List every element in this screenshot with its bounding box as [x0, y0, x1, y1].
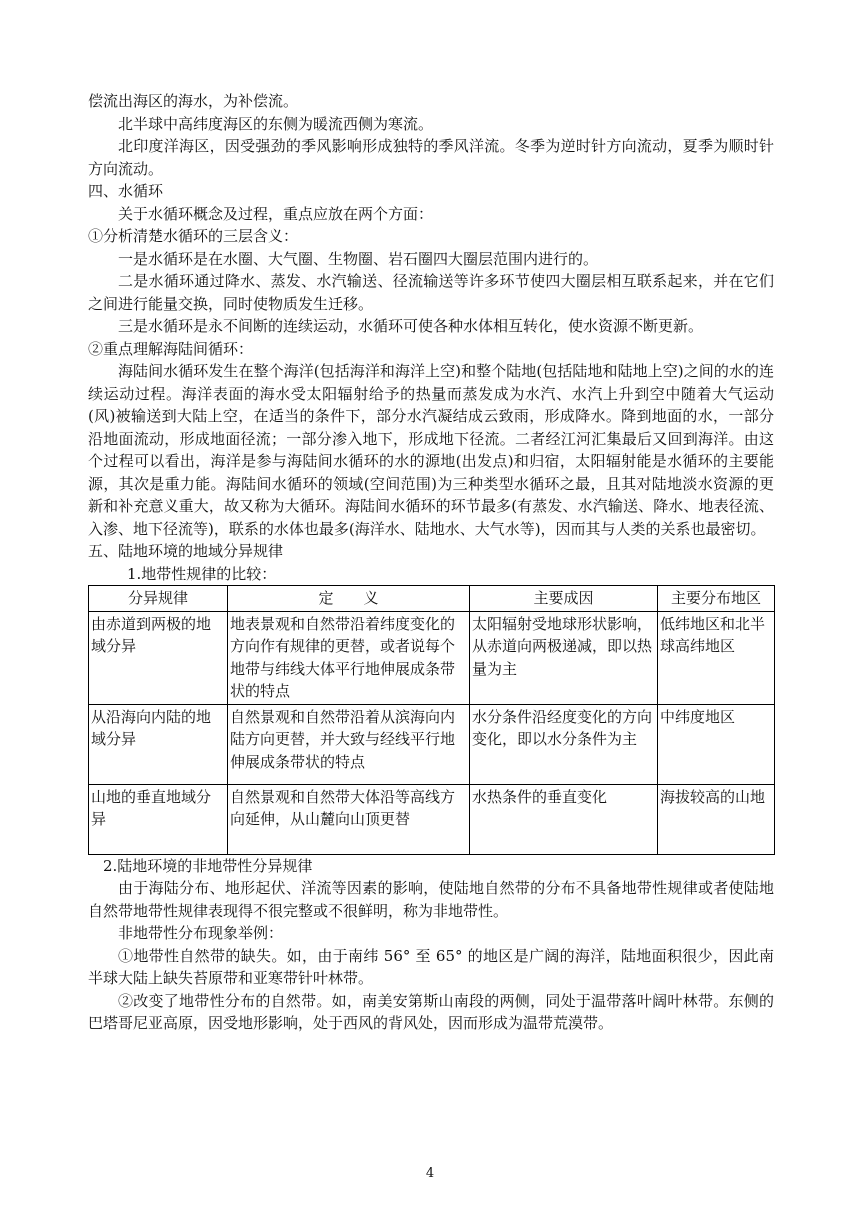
paragraph: 五、陆地环境的地域分异规律 — [88, 542, 284, 560]
page-number: 4 — [425, 1166, 435, 1181]
table-row — [89, 784, 775, 854]
document-body — [88, 90, 774, 1035]
paragraph: 三是水循环是永不间断的连续运动，水循环可使各种水体相互转化，使水资源不断更新。 — [118, 317, 704, 335]
paragraph: ②改变了地带性分布的自然带。如，南美安第斯山南段的两侧，同处于温带落叶阔叶林带。东侧的巴塔哥尼亚高原，因受地形影响，处于西风的背风处，因而形成为温带荒漠带。 — [88, 991, 774, 1032]
table-row — [89, 611, 775, 704]
paragraph: 北印度洋海区，因受强劲的季风影响形成独特的季风洋流。冬季为逆时针方向流动，夏季为顺时针方向流动。 — [88, 137, 774, 178]
paragraph: 1.地带性规律的比较： — [127, 564, 277, 583]
paragraph: ②重点理解海陆间循环： — [88, 339, 254, 358]
table-cell: 由赤道到两极的地域分异 — [89, 611, 228, 704]
paragraph: 二是水循环通过降水、蒸发、水汽输送、径流输送等许多环节使四大圈层相互联系起来，并在它们之间进行能量交换，同时使物质发生迁移。 — [88, 272, 774, 313]
table-cell: 地表景观和自然带沿着纬度变化的方向作有规律的更替，或者说每个地带与纬线大体平行地伸展成条带状的特点 — [228, 611, 470, 704]
table-cell: 从沿海向内陆的地域分异 — [89, 704, 228, 784]
table-cell: 自然景观和自然带沿着从滨海向内陆方向更替，并大致与经线平行地伸展成条带状的特点 — [228, 704, 470, 784]
table-cell: 太阳辐射受地球形状影响，从赤道向两极递减，即以热量为主 — [470, 611, 658, 704]
paragraph: ①地带性自然带的缺失。如，由于南纬 56° 至 65° 的地区是广阔的海洋，陆地面积很少，因此南半球大陆上缺失苔原带和亚寒带针叶林带。 — [88, 946, 774, 987]
table-cell: 海拔较高的山地 — [658, 784, 775, 854]
table-cell: 自然景观和自然带大体沿等高线方向延伸，从山麓向山顶更替 — [228, 784, 470, 854]
paragraph: 关于水循环概念及过程，重点应放在两个方面： — [118, 204, 434, 223]
paragraph: 海陆间水循环发生在整个海洋(包括海洋和海洋上空)和整个陆地(包括陆地和陆地上空)之间的水的连续运动过程。海洋表面的海水受太阳辐射给予的热量而蒸发成为水汽、水汽上升到空中随着大气运动(风)被输送到大陆上空，在适当的条件下，部分水汽凝结成云致雨，形成降水。降到地面的水，一部分沿地面流动，形成地面径流；一部分渗入地下，形成地下径流。二者经江河汇集最后又回到海洋。由这个过程可以看出，海洋是参与海陆间水循环的水的源地(出发点)和归宿，太阳辐射能是水循环的主要能源，其次是重力能。海陆间水循环的领域(空间范围)为三种类型水循环之最，且其对陆地淡水资源的更新和补充意义重大，故又称为大循环。海陆间水循环的环节最多(有蒸发、水汽输送、降水、地表径流、入渗、地下径流等)，联系的水体也最多(海洋水、陆地水、大气水等)，因而其与人类的关系也最密切。 — [88, 362, 774, 538]
table-header-row — [89, 586, 775, 612]
table-cell: 水热条件的垂直变化 — [470, 784, 658, 854]
upper-text-section — [88, 90, 774, 585]
paragraph: 偿流出海区的海水，为补偿流。 — [88, 92, 299, 110]
paragraph: 非地带性分布现象举例： — [118, 924, 284, 942]
lower-text-section — [88, 855, 774, 1035]
paragraph: 由于海陆分布、地形起伏、洋流等因素的影响，使陆地自然带的分布不具备地带性规律或者使陆地自然带地带性规律表现得不很完整或不很鲜明，称为非地带性。 — [88, 879, 774, 920]
table-row — [89, 704, 775, 784]
table-cell: 山地的垂直地域分异 — [89, 784, 228, 854]
paragraph: ①分析清楚水循环的三层含义： — [88, 227, 299, 245]
zonal-law-comparison-table — [88, 585, 775, 855]
table-cell: 低纬地区和北半球高纬地区 — [658, 611, 775, 704]
header-cell: 定 义 — [228, 586, 470, 612]
table-cell: 水分条件沿经度变化的方向变化，即以水分条件为主 — [470, 704, 658, 784]
paragraph: 一是水循环是在水圈、大气圈、生物圈、岩石圈四大圈层范围内进行的。 — [118, 249, 599, 268]
header-cell: 主要分布地区 — [658, 586, 775, 612]
table-cell: 中纬度地区 — [658, 704, 775, 784]
paragraph: 北半球中高纬度海区的东侧为暖流西侧为寒流。 — [118, 114, 434, 133]
paragraph: 四、水循环 — [88, 182, 164, 200]
paragraph: 2.陆地环境的非地带性分异规律 — [103, 856, 313, 875]
header-cell: 主要成因 — [470, 586, 658, 612]
header-cell: 分异规律 — [89, 586, 228, 612]
